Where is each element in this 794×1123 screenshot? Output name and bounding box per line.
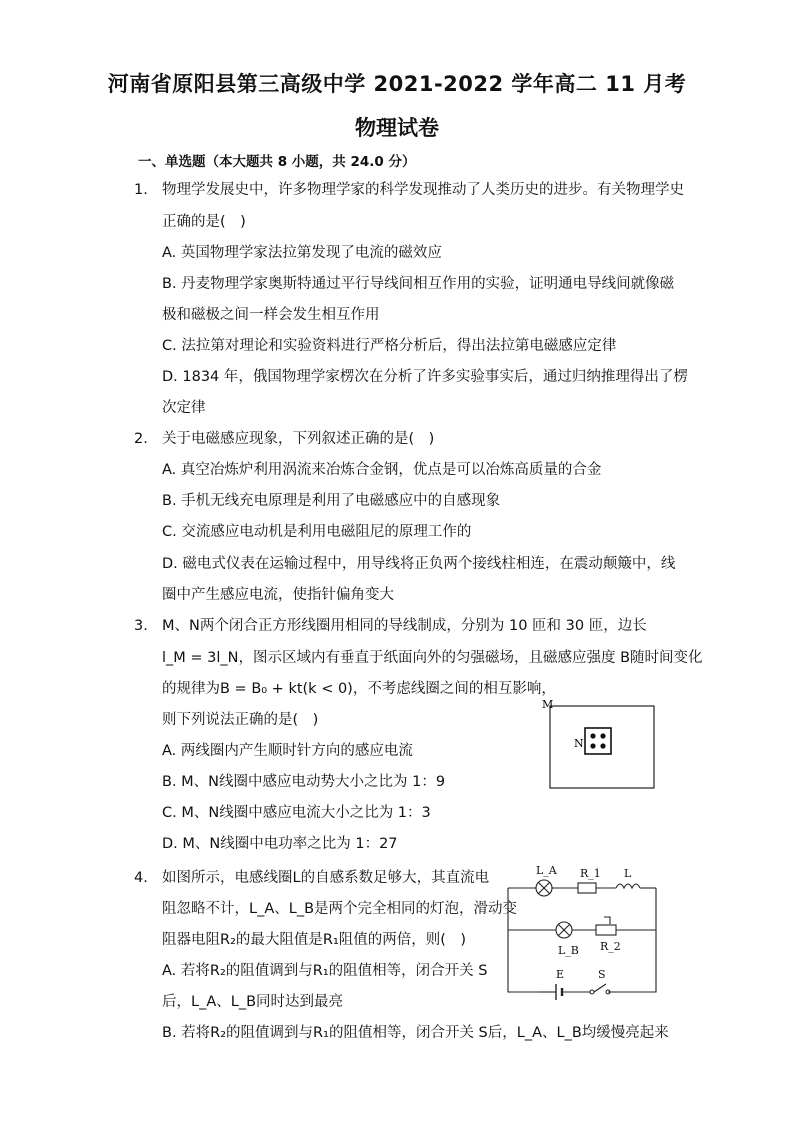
option-d: D. M、N线圈中电功率之比为 1：27 (162, 836, 398, 852)
question-stem-line: 正确的是( ) (162, 214, 246, 230)
option-c: C. 法拉第对理论和实验资料进行严格分析后，得出法拉第电磁感应定律 (162, 338, 617, 354)
question-number: 2. (134, 431, 148, 447)
coil-figure (540, 696, 660, 796)
option-b: B. M、N线圈中感应电动势大小之比为 1：9 (162, 774, 446, 790)
question-stem-line: 的规律为B = B₀ + kt(k < 0)，不考虑线圈之间的相互影响， (162, 681, 556, 697)
switch-icon (590, 990, 594, 994)
option-d: D. 磁电式仪表在运输过程中，用导线将正负两个接线柱相连，在震动颠簸中，线 (162, 556, 676, 572)
page-subtitle: 物理试卷 (355, 116, 439, 140)
label-e: E (556, 968, 565, 981)
question-stem-line: 阻器电阻R₂的最大阻值是R₁阻值的两倍，则( ) (162, 932, 467, 948)
field-dot (600, 743, 605, 748)
option-d-cont: 圈中产生感应电流，使指针偏角变大 (162, 587, 394, 603)
question-number: 4. (134, 870, 148, 886)
option-b: B. 手机无线充电原理是利用了电磁感应中的自感现象 (162, 493, 501, 509)
option-d-cont: 次定律 (162, 400, 206, 416)
option-a: A. 两线圈内产生顺时针方向的感应电流 (162, 743, 413, 759)
question-stem-line: 则下列说法正确的是( ) (162, 712, 319, 728)
question-stem-line: 关于电磁感应现象，下列叙述正确的是( ) (162, 431, 435, 447)
circuit-figure (500, 862, 665, 1002)
question-stem-line: l_M = 3l_N，图示区域内有垂直于纸面向外的匀强磁场，且磁感应强度 B随时间变化 (162, 650, 703, 666)
option-a-cont: 后，L_A、L_B同时达到最亮 (162, 994, 344, 1010)
label-l: L (624, 867, 632, 880)
label-r1: R_1 (580, 867, 601, 880)
field-dot (590, 743, 595, 748)
coil-m-label: M (542, 698, 554, 711)
option-b: B. 丹麦物理学家奥斯特通过平行导线间相互作用的实验，证明通电导线间就像磁 (162, 276, 675, 292)
option-a: A. 若将R₂的阻值调到与R₁的阻值相等，闭合开关 S (162, 963, 488, 979)
option-d: D. 1834 年，俄国物理学家楞次在分析了许多实验事实后，通过归纳推理得出了楞 (162, 369, 688, 385)
page-title: 河南省原阳县第三高级中学 2021-2022 学年高二 11 月考 (107, 72, 687, 96)
resistor-r1-icon (578, 883, 596, 893)
question-stem-line: 如图所示，电感线圈L的自感系数足够大，其直流电 (162, 870, 490, 886)
option-a: A. 真空冶炼炉利用涡流来冶炼合金钢，优点是可以冶炼高质量的合金 (162, 462, 602, 478)
option-c: C. M、N线圈中感应电流大小之比为 1：3 (162, 805, 431, 821)
question-number: 3. (134, 618, 148, 634)
label-s: S (598, 968, 606, 981)
question-stem-line: 阻忽略不计，L_A、L_B是两个完全相同的灯泡，滑动变 (162, 901, 518, 917)
coil-n-outline (585, 728, 611, 754)
label-lb: L_B (558, 944, 579, 957)
option-b: B. 若将R₂的阻值调到与R₁的阻值相等，闭合开关 S后，L_A、L_B均缓慢亮起来 (162, 1025, 669, 1041)
rheostat-r2-icon (596, 925, 616, 935)
option-c: C. 交流感应电动机是利用电磁阻尼的原理工作的 (162, 524, 472, 540)
label-la: L_A (536, 864, 557, 877)
coil-n-label: N (574, 737, 584, 750)
field-dot (590, 733, 595, 738)
question-stem-line: 物理学发展史中，许多物理学家的科学发现推动了人类历史的进步。有关物理学史 (162, 182, 684, 198)
question-number: 1. (134, 182, 148, 198)
section-heading: 一、单选题（本大题共 8 小题，共 24.0 分） (138, 154, 416, 170)
inductor-icon (616, 884, 640, 888)
question-stem-line: M、N两个闭合正方形线圈用相同的导线制成，分别为 10 匝和 30 匝，边长 (162, 618, 647, 634)
option-b-cont: 极和磁极之间一样会发生相互作用 (162, 307, 380, 323)
option-a: A. 英国物理学家法拉第发现了电流的磁效应 (162, 245, 442, 261)
field-dot (600, 733, 605, 738)
label-r2: R_2 (600, 940, 621, 953)
